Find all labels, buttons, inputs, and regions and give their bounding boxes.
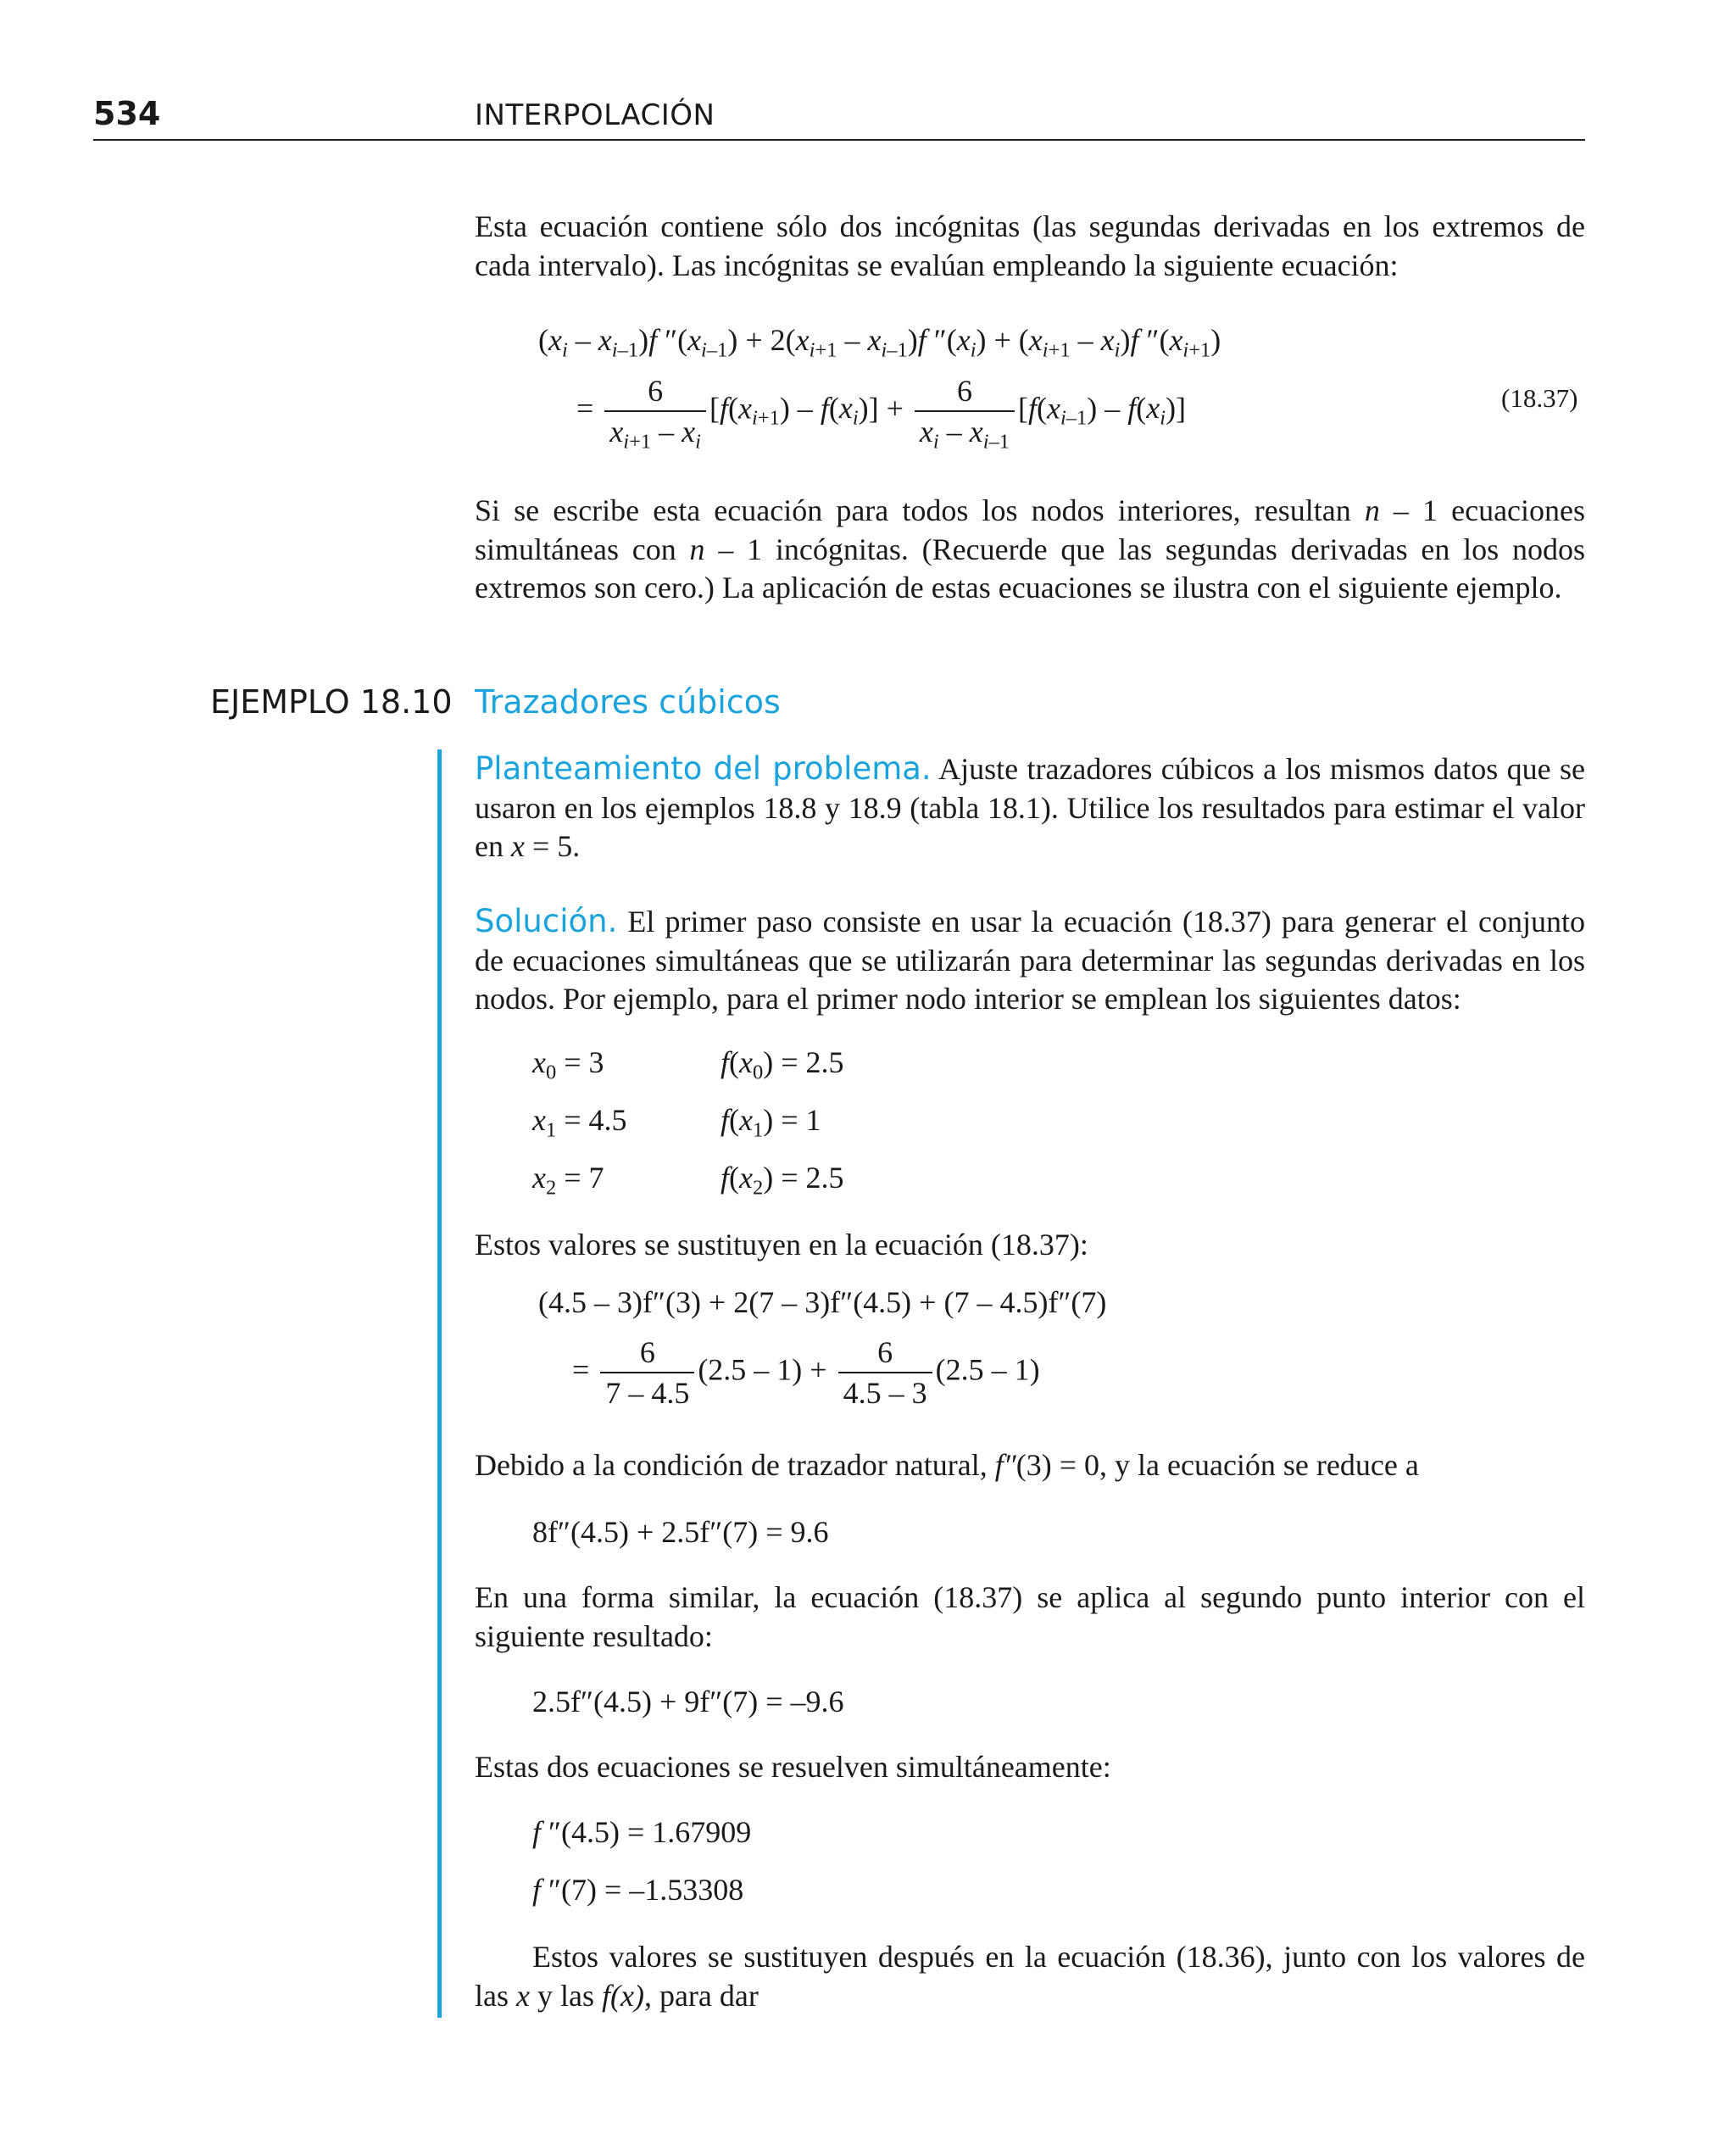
data-row-1-f: $f(x_1) = 1$ [721,1103,821,1142]
example-sidebar-rule [437,749,442,2018]
simultaneous-text: Estas dos ecuaciones se resuelven simultáneamente: [475,1750,1111,1784]
nodes-paragraph: Si se escribe esta ecuación para todos los nodos interiores, resultan n – 1 ecuaciones simultáneas con n – 1 incógnitas. (Recuerde que las segundas derivadas en los nodos extremos son cero.) La aplicación de estas ecuaciones se ilustra con el siguiente ejemplo. [475,493,1586,604]
equation-18-37-line1: $(x_i - x_{i-1})f$ $''(x_{i-1}) + 2(x_{i+1} - x_{i-1})f$ $''(x_i) + (x_{i+1} - x_i)f$ $''(x_{i+1})$ [538,323,1221,362]
similar-text: En una forma similar, la ecuación (18.37) se aplica al segundo punto interior con el siguiente resultado: [475,1580,1585,1653]
running-head [93,95,1585,141]
solution-paragraph: Solución. El primer paso consiste en usar la ecuación (18.37) para generar el conjunto de ecuaciones simultáneas que se utilizarán para determinar las segundas derivadas en los nodos. Por ejemplo, para el primer nodo interior se emplean los siguientes datos: [475,903,1585,1016]
equation-number: (18.37) [1501,383,1578,413]
data-row-0: $x_0 = 3$ [532,1045,604,1084]
intro-paragraph: Esta ecuación contiene sólo dos incógnitas (las segundas derivadas en los extremos de cada intervalo). Las incógnitas se evalúan empleando la siguiente ecuación: [475,209,1585,282]
data-row-2: $x_2 = 7$ [532,1161,604,1200]
reduced-equation: 8f″(4.5) + 2.5f″(7) = 9.6 [532,1515,829,1549]
numeric-equation-line2: = $\frac{6}{7 - 4.5}$ (2.5 – 1) + $\frac{6}{4.5 - 3}$ (2.5 – 1) [572,1333,1040,1412]
problem-paragraph: Planteamiento del problema. Ajuste trazadores cúbicos a los mismos datos que se usaron en los ejemplos 18.8 y 18.9 (tabla 18.1). Utilice los resultados para estimar el valor en x = 5. [475,750,1586,863]
substitution-text: Estos valores se sustituyen en la ecuación (18.37): [475,1228,1088,1262]
example-title: Trazadores cúbicos [475,683,781,721]
data-row-0-f: $f(x_0) = 2.5$ [721,1045,844,1084]
result-1: f ″(4.5) = 1.67909 [532,1815,752,1849]
equation-18-37-line2: = $\frac{6}{x_{i+1} - x_i}$ $[f(x_{i+1}) - f(x_i)]$ + $\frac{6}{x_i - x_{i-1}}$ $[f(x_{i-1}) - f(x_i)]$ [576,371,1186,451]
final-paragraph: Estos valores se sustituyen después en la ecuación (18.36), junto con los valores de las x y las f(x), para dar [475,1940,1585,2013]
running-title: INTERPOLACIÓN [475,98,715,132]
fraction: $\frac{6}{x_{i+1} - x_i}$ [604,371,706,451]
second-equation: 2.5f″(4.5) + 9f″(7) = –9.6 [532,1685,844,1718]
fraction: $\frac{6}{x_i - x_{i-1}}$ [915,371,1015,451]
page-number: 534 [93,95,161,132]
data-row-2-f: $f(x_2) = 2.5$ [721,1161,844,1200]
result-2: f ″(7) = –1.53308 [532,1873,744,1907]
example-label: EJEMPLO 18.10 [210,683,453,721]
fraction: $\frac{6}{7 - 4.5}$ [600,1333,694,1412]
fraction: $\frac{6}{4.5 - 3}$ [838,1333,932,1412]
data-row-1: $x_1 = 4.5$ [532,1103,627,1142]
numeric-equation-line1: (4.5 – 3)f″(3) + 2(7 – 3)f″(4.5) + (7 – 4.5)f″(7) [538,1285,1107,1319]
natural-condition-text: Debido a la condición de trazador natural, f″(3) = 0, y la ecuación se reduce a [475,1448,1419,1482]
